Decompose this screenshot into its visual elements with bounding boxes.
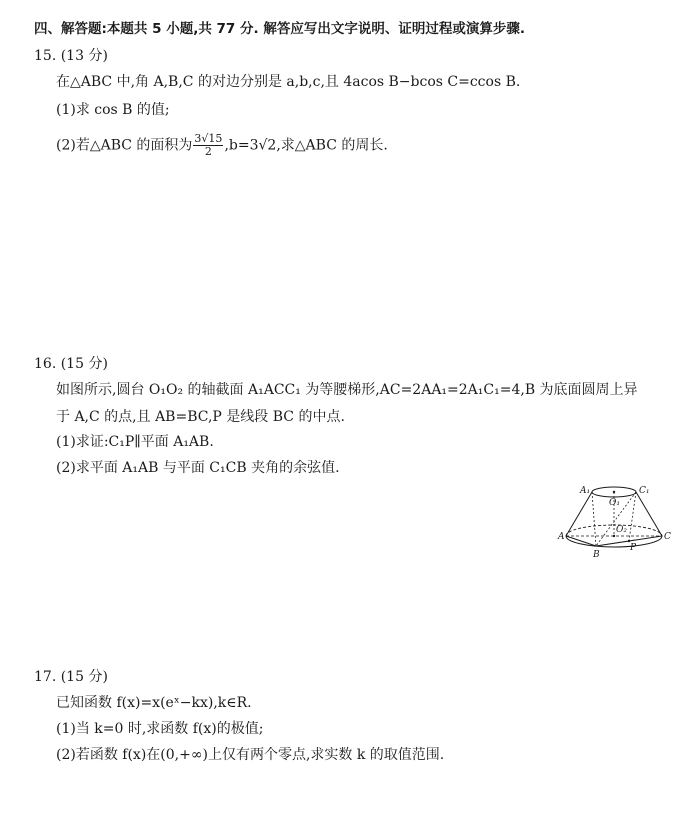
q16-part1: (1)求证:C₁P∥平面 A₁AB. [56,434,214,450]
label-A1: A₁ [580,486,591,496]
q17-number: 17. (15 分) [34,669,108,685]
q15-number: 15. (13 分) [34,48,108,64]
bottom-base-front-arc [566,536,662,547]
section-heading: 四、解答题:本题共 5 小题,共 77 分. 解答应写出文字说明、证明过程或演算步骤. [34,21,525,37]
q16-part2: (2)求平面 A₁AB 与平面 C₁CB 夹角的余弦值. [56,460,340,476]
q16-stem-line2: 于 A,C 的点,且 AB=BC,P 是线段 BC 的中点. [56,409,345,425]
segment-A1B [592,492,596,546]
label-O2: O₂ [616,525,627,535]
q15-part2-pre: (2)若△ABC 的面积为 [56,137,193,154]
q17-stem: 已知函数 f(x)=x(eˣ−kx),k∈R. [56,695,252,711]
q16-stem-line1: 如图所示,圆台 O₁O₂ 的轴截面 A₁ACC₁ 为等腰梯形,AC=2AA₁=2A₁C₁=4,B 为底面圆周上异 [56,382,638,398]
area-fraction-numerator: 3√15 [194,132,223,145]
q17-part2: (2)若函数 f(x)在(0,+∞)上仅有两个零点,求实数 k 的取值范围. [56,747,445,763]
label-B: B [593,550,600,560]
point-O2 [613,535,615,537]
edge-CC1 [636,492,662,536]
q17-part1: (1)当 k=0 时,求函数 f(x)的极值; [56,721,264,737]
q15-part1: (1)求 cos B 的值; [56,102,170,118]
point-O1 [613,491,615,493]
bottom-base-back-arc [566,525,662,536]
q16-number: 16. (15 分) [34,356,108,372]
label-C1: C₁ [639,486,650,496]
label-O1: O₁ [609,498,620,508]
edge-AA1 [566,492,592,536]
q15-part2 [56,133,388,158]
q15-part2-post: ,b=3√2,求△ABC 的周长. [224,137,388,154]
area-fraction [193,133,223,158]
q15-stem: 在△ABC 中,角 A,B,C 的对边分别是 a,b,c,且 4acos B−bcos C=ccos B. [56,74,521,90]
segment-C1P [629,492,636,541]
point-P [628,540,630,542]
area-fraction-denominator: 2 [204,145,212,158]
frustum-figure [552,480,676,566]
label-C: C [664,532,671,542]
label-A: A [558,532,565,542]
label-P: P [630,543,637,553]
